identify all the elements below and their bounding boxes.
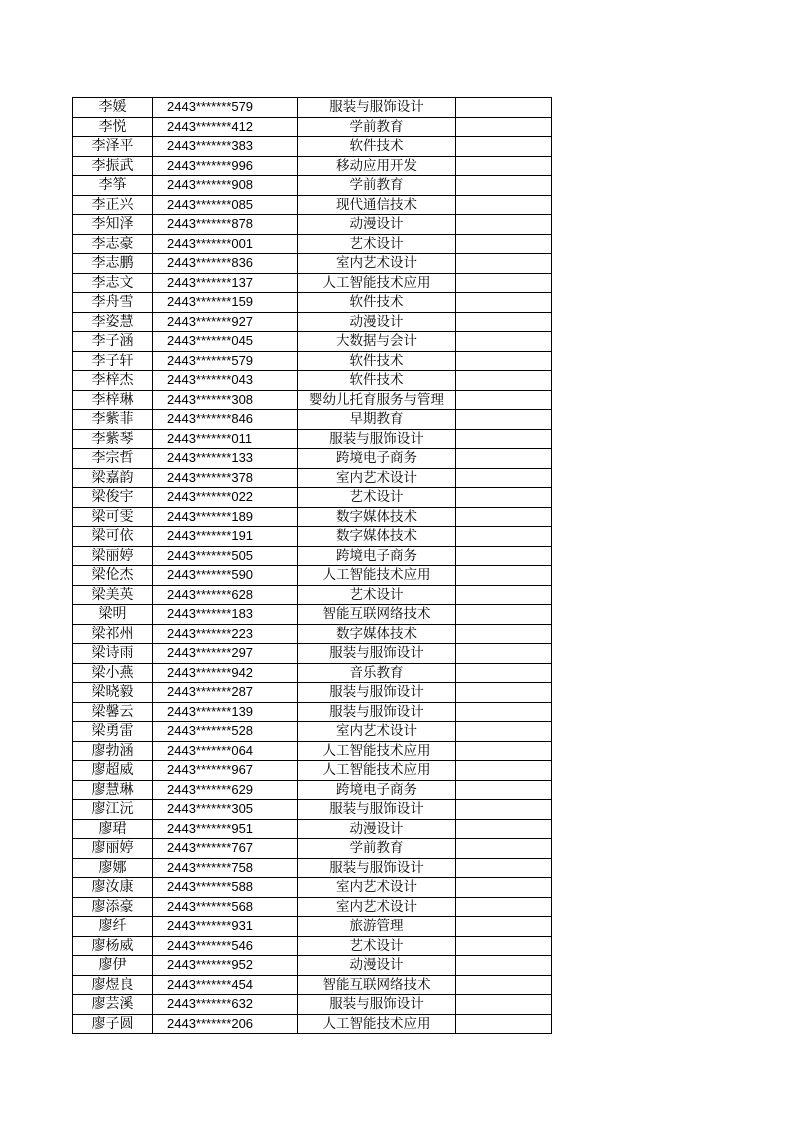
major-cell: 服装与服饰设计	[298, 644, 456, 664]
major-cell: 智能互联网络技术	[298, 605, 456, 625]
major-cell: 软件技术	[298, 293, 456, 313]
student-id-cell: 2443*******942	[153, 663, 298, 683]
student-name-cell: 李姿慧	[73, 312, 153, 332]
student-id-cell: 2443*******628	[153, 585, 298, 605]
student-name-cell: 廖丽婷	[73, 839, 153, 859]
major-cell: 旅游管理	[298, 917, 456, 937]
major-cell: 数字媒体技术	[298, 624, 456, 644]
major-cell: 艺术设计	[298, 488, 456, 508]
note-cell	[456, 722, 552, 742]
student-id-cell: 2443*******011	[153, 429, 298, 449]
student-id-cell: 2443*******908	[153, 176, 298, 196]
student-name-cell: 李紫菲	[73, 410, 153, 430]
table-row	[73, 761, 552, 781]
table-row	[73, 605, 552, 625]
table-row	[73, 527, 552, 547]
student-name-cell: 廖添豪	[73, 897, 153, 917]
major-cell: 室内艺术设计	[298, 722, 456, 742]
major-cell: 人工智能技术应用	[298, 566, 456, 586]
student-id-cell: 2443*******579	[153, 98, 298, 118]
table-row	[73, 312, 552, 332]
major-cell: 动漫设计	[298, 956, 456, 976]
student-id-cell: 2443*******137	[153, 273, 298, 293]
student-id-cell: 2443*******952	[153, 956, 298, 976]
roster-body	[73, 98, 552, 1034]
note-cell	[456, 449, 552, 469]
table-row	[73, 176, 552, 196]
note-cell	[456, 176, 552, 196]
table-row	[73, 995, 552, 1015]
student-name-cell: 廖慧琳	[73, 780, 153, 800]
note-cell	[456, 429, 552, 449]
major-cell: 室内艺术设计	[298, 468, 456, 488]
table-row	[73, 566, 552, 586]
note-cell	[456, 371, 552, 391]
table-row	[73, 858, 552, 878]
note-cell	[456, 761, 552, 781]
student-id-cell: 2443*******189	[153, 507, 298, 527]
table-row	[73, 468, 552, 488]
major-cell: 室内艺术设计	[298, 254, 456, 274]
student-id-cell: 2443*******568	[153, 897, 298, 917]
table-row	[73, 975, 552, 995]
table-row	[73, 234, 552, 254]
major-cell: 人工智能技术应用	[298, 761, 456, 781]
student-name-cell: 廖煜良	[73, 975, 153, 995]
table-row	[73, 683, 552, 703]
student-name-cell: 廖子圆	[73, 1014, 153, 1034]
student-id-cell: 2443*******846	[153, 410, 298, 430]
table-row	[73, 332, 552, 352]
note-cell	[456, 663, 552, 683]
student-name-cell: 梁嘉韵	[73, 468, 153, 488]
major-cell: 人工智能技术应用	[298, 741, 456, 761]
table-row	[73, 741, 552, 761]
student-name-cell: 廖珺	[73, 819, 153, 839]
note-cell	[456, 839, 552, 859]
student-name-cell: 梁祁州	[73, 624, 153, 644]
student-id-cell: 2443*******412	[153, 117, 298, 137]
note-cell	[456, 156, 552, 176]
student-name-cell: 廖芸溪	[73, 995, 153, 1015]
student-id-cell: 2443*******378	[153, 468, 298, 488]
major-cell: 婴幼儿托育服务与管理	[298, 390, 456, 410]
table-row	[73, 410, 552, 430]
major-cell: 艺术设计	[298, 585, 456, 605]
student-id-cell: 2443*******931	[153, 917, 298, 937]
student-id-cell: 2443*******967	[153, 761, 298, 781]
major-cell: 服装与服饰设计	[298, 702, 456, 722]
major-cell: 人工智能技术应用	[298, 1014, 456, 1034]
note-cell	[456, 117, 552, 137]
table-row	[73, 936, 552, 956]
student-id-cell: 2443*******139	[153, 702, 298, 722]
student-name-cell: 梁伦杰	[73, 566, 153, 586]
table-row	[73, 702, 552, 722]
major-cell: 智能互联网络技术	[298, 975, 456, 995]
table-row	[73, 722, 552, 742]
student-id-cell: 2443*******758	[153, 858, 298, 878]
major-cell: 软件技术	[298, 137, 456, 157]
major-cell: 学前教育	[298, 176, 456, 196]
note-cell	[456, 897, 552, 917]
note-cell	[456, 195, 552, 215]
table-row	[73, 156, 552, 176]
table-row	[73, 897, 552, 917]
student-name-cell: 李舟雪	[73, 293, 153, 313]
table-row	[73, 351, 552, 371]
student-id-cell: 2443*******022	[153, 488, 298, 508]
student-name-cell: 李知泽	[73, 215, 153, 235]
table-row	[73, 273, 552, 293]
major-cell: 软件技术	[298, 351, 456, 371]
major-cell: 艺术设计	[298, 936, 456, 956]
table-row	[73, 917, 552, 937]
student-id-cell: 2443*******159	[153, 293, 298, 313]
student-id-cell: 2443*******305	[153, 800, 298, 820]
major-cell: 跨境电子商务	[298, 449, 456, 469]
table-row	[73, 429, 552, 449]
table-row	[73, 507, 552, 527]
table-row	[73, 371, 552, 391]
major-cell: 人工智能技术应用	[298, 273, 456, 293]
note-cell	[456, 1014, 552, 1034]
student-name-cell: 李紫琴	[73, 429, 153, 449]
major-cell: 服装与服饰设计	[298, 98, 456, 118]
student-id-cell: 2443*******297	[153, 644, 298, 664]
student-name-cell: 梁小燕	[73, 663, 153, 683]
student-id-cell: 2443*******191	[153, 527, 298, 547]
table-row	[73, 839, 552, 859]
major-cell: 学前教育	[298, 839, 456, 859]
student-id-cell: 2443*******629	[153, 780, 298, 800]
student-id-cell: 2443*******223	[153, 624, 298, 644]
student-id-cell: 2443*******085	[153, 195, 298, 215]
student-name-cell: 梁馨云	[73, 702, 153, 722]
student-name-cell: 李媛	[73, 98, 153, 118]
student-name-cell: 廖杨威	[73, 936, 153, 956]
student-id-cell: 2443*******308	[153, 390, 298, 410]
table-row	[73, 98, 552, 118]
table-row	[73, 195, 552, 215]
major-cell: 大数据与会计	[298, 332, 456, 352]
student-name-cell: 梁勇雷	[73, 722, 153, 742]
student-id-cell: 2443*******546	[153, 936, 298, 956]
major-cell: 音乐教育	[298, 663, 456, 683]
student-name-cell: 廖伊	[73, 956, 153, 976]
student-name-cell: 梁晓毅	[73, 683, 153, 703]
table-row	[73, 117, 552, 137]
major-cell: 动漫设计	[298, 215, 456, 235]
major-cell: 数字媒体技术	[298, 507, 456, 527]
student-id-cell: 2443*******927	[153, 312, 298, 332]
student-roster-table	[72, 97, 552, 1034]
student-name-cell: 廖江沅	[73, 800, 153, 820]
note-cell	[456, 98, 552, 118]
major-cell: 动漫设计	[298, 312, 456, 332]
note-cell	[456, 800, 552, 820]
table-row	[73, 488, 552, 508]
table-row	[73, 819, 552, 839]
table-row	[73, 624, 552, 644]
note-cell	[456, 254, 552, 274]
table-row	[73, 956, 552, 976]
student-id-cell: 2443*******632	[153, 995, 298, 1015]
note-cell	[456, 488, 552, 508]
student-name-cell: 李志鹏	[73, 254, 153, 274]
table-row	[73, 644, 552, 664]
major-cell: 服装与服饰设计	[298, 683, 456, 703]
note-cell	[456, 819, 552, 839]
student-name-cell: 梁美英	[73, 585, 153, 605]
major-cell: 服装与服饰设计	[298, 800, 456, 820]
note-cell	[456, 936, 552, 956]
student-id-cell: 2443*******287	[153, 683, 298, 703]
student-name-cell: 李振武	[73, 156, 153, 176]
table-row	[73, 254, 552, 274]
note-cell	[456, 546, 552, 566]
student-name-cell: 廖纤	[73, 917, 153, 937]
note-cell	[456, 332, 552, 352]
student-name-cell: 梁俊宇	[73, 488, 153, 508]
note-cell	[456, 566, 552, 586]
student-id-cell: 2443*******454	[153, 975, 298, 995]
student-name-cell: 梁可雯	[73, 507, 153, 527]
student-id-cell: 2443*******043	[153, 371, 298, 391]
major-cell: 数字媒体技术	[298, 527, 456, 547]
table-row	[73, 585, 552, 605]
note-cell	[456, 468, 552, 488]
major-cell: 动漫设计	[298, 819, 456, 839]
note-cell	[456, 917, 552, 937]
student-name-cell: 廖勃涵	[73, 741, 153, 761]
table-row	[73, 780, 552, 800]
student-name-cell: 李泽平	[73, 137, 153, 157]
student-id-cell: 2443*******064	[153, 741, 298, 761]
note-cell	[456, 585, 552, 605]
table-row	[73, 449, 552, 469]
student-id-cell: 2443*******133	[153, 449, 298, 469]
table-row	[73, 800, 552, 820]
table-row	[73, 1014, 552, 1034]
major-cell: 早期教育	[298, 410, 456, 430]
student-id-cell: 2443*******001	[153, 234, 298, 254]
note-cell	[456, 507, 552, 527]
major-cell: 室内艺术设计	[298, 878, 456, 898]
note-cell	[456, 878, 552, 898]
note-cell	[456, 215, 552, 235]
table-row	[73, 215, 552, 235]
student-name-cell: 李筝	[73, 176, 153, 196]
major-cell: 跨境电子商务	[298, 780, 456, 800]
major-cell: 软件技术	[298, 371, 456, 391]
note-cell	[456, 702, 552, 722]
student-name-cell: 梁诗雨	[73, 644, 153, 664]
student-name-cell: 李子涵	[73, 332, 153, 352]
major-cell: 服装与服饰设计	[298, 995, 456, 1015]
student-id-cell: 2443*******767	[153, 839, 298, 859]
note-cell	[456, 410, 552, 430]
student-name-cell: 李梓琳	[73, 390, 153, 410]
major-cell: 跨境电子商务	[298, 546, 456, 566]
student-name-cell: 李志豪	[73, 234, 153, 254]
student-name-cell: 梁明	[73, 605, 153, 625]
note-cell	[456, 312, 552, 332]
student-id-cell: 2443*******045	[153, 332, 298, 352]
major-cell: 现代通信技术	[298, 195, 456, 215]
student-id-cell: 2443*******996	[153, 156, 298, 176]
student-name-cell: 梁丽婷	[73, 546, 153, 566]
student-id-cell: 2443*******878	[153, 215, 298, 235]
table-row	[73, 663, 552, 683]
note-cell	[456, 351, 552, 371]
student-id-cell: 2443*******528	[153, 722, 298, 742]
major-cell: 室内艺术设计	[298, 897, 456, 917]
table-row	[73, 546, 552, 566]
student-id-cell: 2443*******383	[153, 137, 298, 157]
student-name-cell: 李正兴	[73, 195, 153, 215]
student-name-cell: 廖超威	[73, 761, 153, 781]
table-row	[73, 137, 552, 157]
student-id-cell: 2443*******588	[153, 878, 298, 898]
student-name-cell: 李宗哲	[73, 449, 153, 469]
note-cell	[456, 741, 552, 761]
student-id-cell: 2443*******206	[153, 1014, 298, 1034]
major-cell: 学前教育	[298, 117, 456, 137]
note-cell	[456, 273, 552, 293]
major-cell: 服装与服饰设计	[298, 429, 456, 449]
student-name-cell: 李悦	[73, 117, 153, 137]
major-cell: 移动应用开发	[298, 156, 456, 176]
note-cell	[456, 956, 552, 976]
note-cell	[456, 683, 552, 703]
student-name-cell: 廖娜	[73, 858, 153, 878]
student-name-cell: 李子轩	[73, 351, 153, 371]
student-id-cell: 2443*******590	[153, 566, 298, 586]
student-id-cell: 2443*******951	[153, 819, 298, 839]
note-cell	[456, 390, 552, 410]
note-cell	[456, 858, 552, 878]
note-cell	[456, 624, 552, 644]
note-cell	[456, 995, 552, 1015]
student-id-cell: 2443*******505	[153, 546, 298, 566]
table-row	[73, 293, 552, 313]
note-cell	[456, 605, 552, 625]
student-name-cell: 李梓杰	[73, 371, 153, 391]
table-row	[73, 390, 552, 410]
note-cell	[456, 975, 552, 995]
note-cell	[456, 644, 552, 664]
student-name-cell: 李志文	[73, 273, 153, 293]
note-cell	[456, 780, 552, 800]
note-cell	[456, 234, 552, 254]
note-cell	[456, 137, 552, 157]
student-id-cell: 2443*******836	[153, 254, 298, 274]
major-cell: 服装与服饰设计	[298, 858, 456, 878]
student-id-cell: 2443*******579	[153, 351, 298, 371]
student-name-cell: 梁可依	[73, 527, 153, 547]
table-row	[73, 878, 552, 898]
major-cell: 艺术设计	[298, 234, 456, 254]
note-cell	[456, 293, 552, 313]
student-name-cell: 廖汝康	[73, 878, 153, 898]
note-cell	[456, 527, 552, 547]
student-id-cell: 2443*******183	[153, 605, 298, 625]
